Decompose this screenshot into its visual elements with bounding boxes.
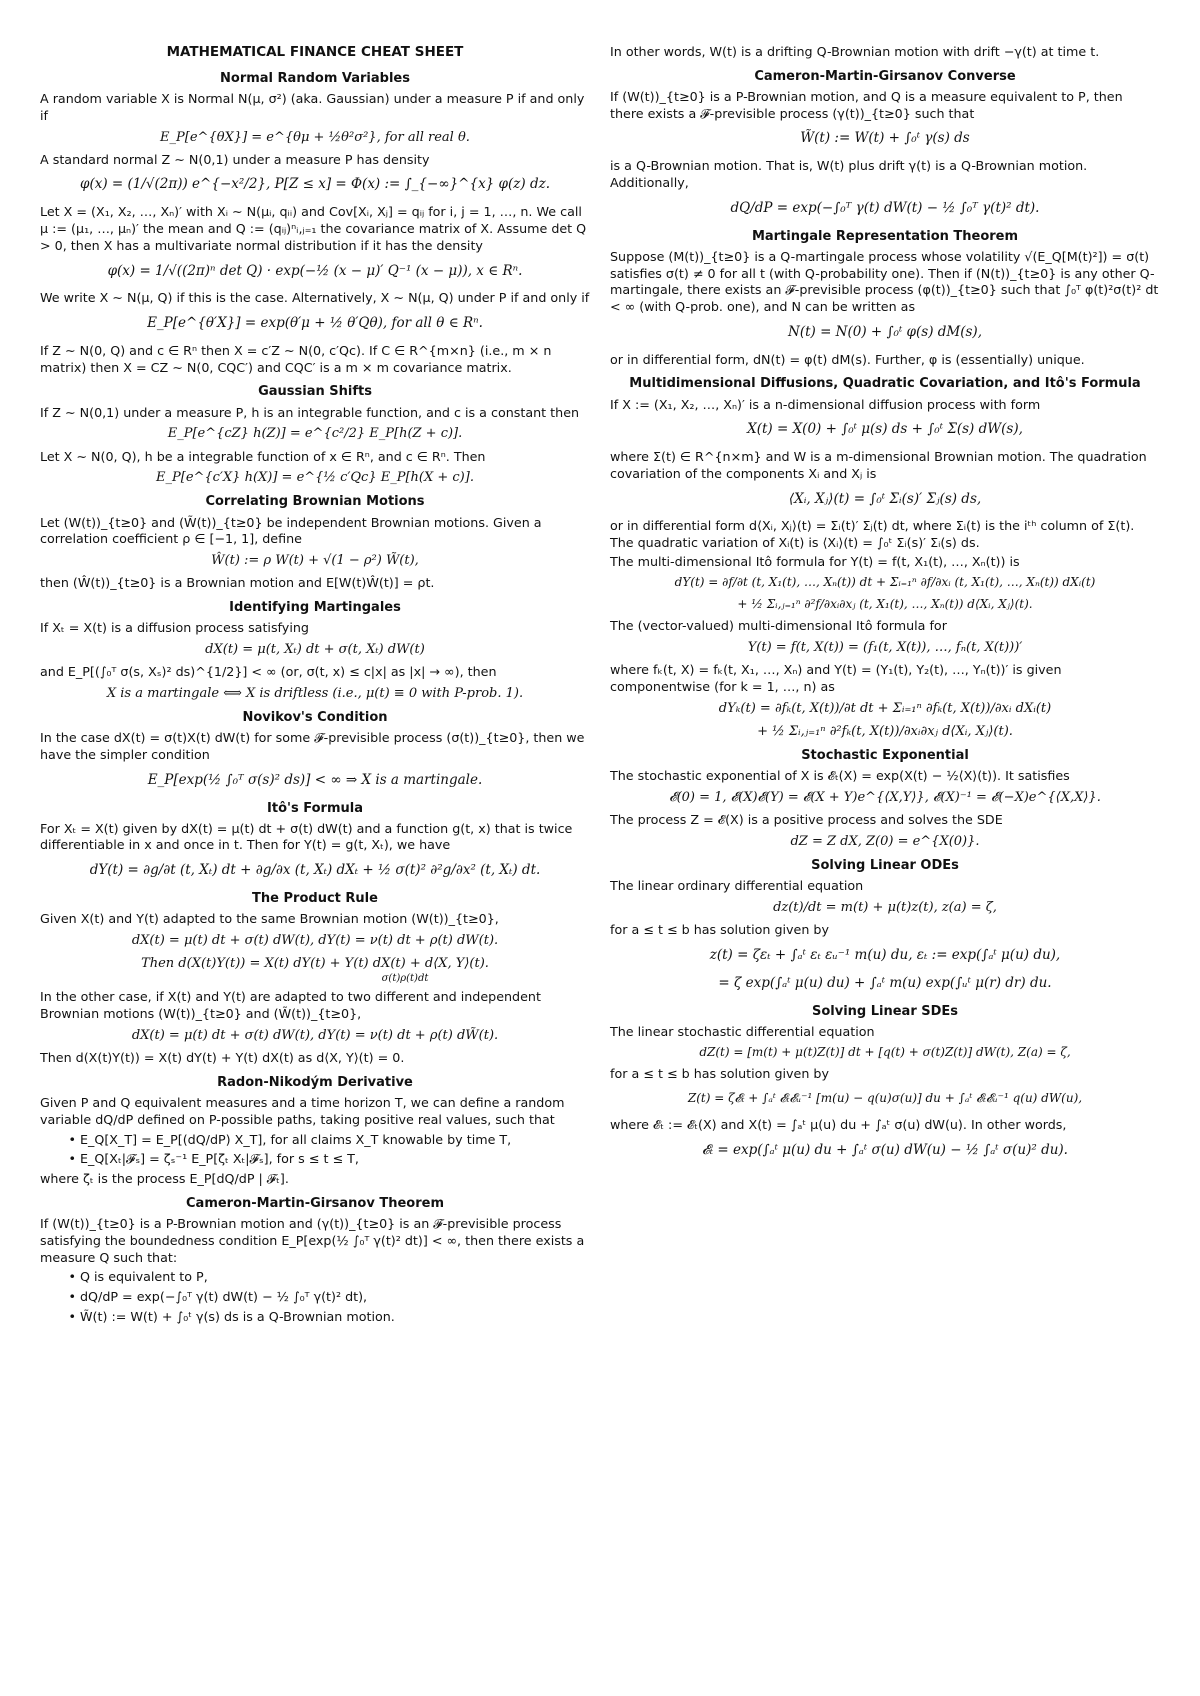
text-paragraph: Given P and Q equivalent measures and a time horizon T, we can define a random variable dQ/dP defined on P-possible paths, taking positive real values, such that	[40, 1095, 565, 1127]
equation: Then d(X(t)Y(t)) = X(t) dY(t) + Y(t) dX(t) + d⟨X, Y⟩(t).	[141, 956, 489, 972]
heading-stochastic-exponential: Stochastic Exponential	[801, 748, 969, 764]
heading-solving-linear-sdes: Solving Linear SDEs	[811, 1003, 959, 1019]
text-paragraph: The process Z = 𝓔(X) is a positive process and solves the SDE	[610, 812, 1003, 828]
document-title: MATHEMATICAL FINANCE CHEAT SHEET	[166, 44, 464, 60]
equation: dY(t) = ∂f/∂t (t, X₁(t), …, Xₙ(t)) dt + Σᵢ₌₁ⁿ ∂f/∂xᵢ (t, X₁(t), …, Xₙ(t)) dXᵢ(t)	[674, 574, 1096, 589]
text-paragraph: If Z ∼ N(0, Q) and c ∈ Rⁿ then X = c′Z ∼ N(0, c′Qc). If C ∈ R^{m×n} (i.e., m × n matrix) then X = CZ ∼ N(0, CQC′) and CQC′ is a m × m covariance matrix.	[40, 342, 552, 375]
equation: dY(t) = ∂g/∂t (t, Xₜ) dt + ∂g/∂x (t, Xₜ) dXₜ + ½ σ(t)² ∂²g/∂x² (t, Xₜ) dt.	[89, 862, 541, 879]
equation: E_P[e^{c′X} h(X)] = e^{½ c′Qc} E_P[h(X + c)].	[156, 470, 474, 486]
list-item: • E_Q[Xₜ|𝓕ₛ] = ζₛ⁻¹ E_P[ζₜ Xₜ|𝓕ₛ], for s ≤ t ≤ T,	[80, 1151, 590, 1168]
equation: + ½ Σᵢ,ⱼ₌₁ⁿ ∂²fₖ(t, X(t))/∂xᵢ∂xⱼ d⟨Xᵢ, Xⱼ⟩(t).	[757, 724, 1013, 740]
text-paragraph: If X := (X₁, X₂, …, Xₙ)′ is a n-dimensional diffusion process with form	[610, 396, 1041, 412]
text-paragraph: For Xₜ = X(t) given by dX(t) = μ(t) dt + σ(t) dW(t) and a function g(t, x) that is twice differentiable in x and once in t. Then for Y(t) = g(t, Xₜ), we have	[40, 820, 573, 853]
equation: 𝓔(0) = 1, 𝓔(X)𝓔(Y) = 𝓔(X + Y)e^{⟨X,Y⟩}, 𝓔(X)⁻¹ = 𝓔(−X)e^{⟨X,X⟩}.	[669, 790, 1101, 806]
heading-product-rule: The Product Rule	[252, 891, 378, 907]
text-paragraph: In the other case, if X(t) and Y(t) are adapted to two different and independent Brownian motions (W(t))_{t≥0} and (W̃(t))_{t≥0},	[40, 989, 541, 1022]
bullet-list	[40, 1269, 590, 1325]
text-paragraph: If Z ∼ N(0,1) under a measure P, h is an integrable function, and c is a constant then	[40, 404, 580, 420]
equation: E_P[exp(½ ∫₀ᵀ σ(s)² ds)] < ∞ ⇒ X is a martingale.	[147, 771, 483, 788]
bullet-list	[40, 1132, 590, 1169]
equation: N(t) = N(0) + ∫₀ᵗ φ(s) dM(s),	[788, 323, 982, 340]
text-paragraph: where fₖ(t, X) = fₖ(t, X₁, …, Xₙ) and Y(t) = (Y₁(t), Y₂(t), …, Yₙ(t))′ is given componentwise (for k = 1, …, n) as	[610, 662, 1062, 695]
equation: φ(x) = 1/√((2π)ⁿ det Q) · exp(−½ (x − μ)′ Q⁻¹ (x − μ)), x ∈ Rⁿ.	[107, 262, 523, 279]
text-paragraph: We write X ∼ N(μ, Q) if this is the case. Alternatively, X ∼ N(μ, Q) under P if and only if	[40, 290, 590, 306]
heading-cmg-theorem: Cameron-Martin-Girsanov Theorem	[186, 1195, 444, 1211]
text-paragraph: for a ≤ t ≤ b has solution given by	[610, 922, 829, 938]
equation: dz(t)/dt = m(t) + μ(t)z(t), z(a) = ζ,	[773, 900, 997, 916]
text-paragraph: Let X ∼ N(0, Q), h be a integrable function of x ∈ Rⁿ, and c ∈ Rⁿ. Then	[40, 448, 486, 464]
text-paragraph: Let X = (X₁, X₂, …, Xₙ)′ with Xᵢ ∼ N(μᵢ, qᵢᵢ) and Cov[Xᵢ, Xⱼ] = qᵢⱼ for i, j = 1, …, n. We call μ := (μ₁, …, μₙ)′ the mean and Q := (qᵢⱼ)ⁿᵢ,ⱼ₌₁ the covariance matrix of X. Assume det Q > 0, then X has a multivariate normal distribution if it has the density	[40, 204, 587, 253]
equation: dZ(t) = [m(t) + μ(t)Z(t)] dt + [q(t) + σ(t)Z(t)] dW(t), Z(a) = ζ,	[699, 1044, 1071, 1059]
heading-cmg-converse: Cameron-Martin-Girsanov Converse	[754, 68, 1016, 84]
text-paragraph: If (W(t))_{t≥0} is a P-Brownian motion, and Q is a measure equivalent to P, then there exists a 𝓕-previsible process (γ(t))_{t≥0} such that	[610, 88, 1123, 121]
equation: dQ/dP = exp(−∫₀ᵀ γ(t) dW(t) − ½ ∫₀ᵀ γ(t)² dt).	[730, 199, 1040, 216]
text-paragraph: where Σ(t) ∈ R^{n×m} and W is a m-dimensional Brownian motion. The quadration covariation of the components Xᵢ and Xⱼ is	[610, 449, 1147, 481]
heading-radon-nikodym: Radon-Nikodým Derivative	[217, 1074, 413, 1090]
equation: 𝓔ₜ = exp(∫ₐᵗ μ(u) du + ∫ₐᵗ σ(u) dW(u) − ½ ∫ₐᵗ σ(u)² du).	[702, 1141, 1068, 1158]
text-paragraph: If (W(t))_{t≥0} is a P-Brownian motion and (γ(t))_{t≥0} is an 𝓕-previsible process satisfying the boundedness condition E_P[exp(½ ∫₀ᵀ γ(t)² dt)] < ∞, then there exists a measure Q such that:	[40, 1216, 585, 1265]
list-item: • E_Q[X_T] = E_P[(dQ/dP) X_T], for all claims X_T knowable by time T,	[80, 1132, 590, 1149]
text-paragraph: A random variable X is Normal N(μ, σ²) (aka. Gaussian) under a measure P if and only if	[40, 90, 585, 123]
text-paragraph: where 𝓔ₜ := 𝓔ₜ(X) and X(t) = ∫ₐᵗ μ(u) du + ∫ₐᵗ σ(u) dW(u). In other words,	[610, 1117, 1067, 1133]
text-paragraph: where ζₜ is the process E_P[dQ/dP | 𝓕ₜ].	[40, 1171, 289, 1187]
heading-correlating-brownian-motions: Correlating Brownian Motions	[205, 494, 425, 510]
equation: dYₖ(t) = ∂fₖ(t, X(t))/∂t dt + Σᵢ₌₁ⁿ ∂fₖ(t, X(t))/∂xᵢ dXᵢ(t)	[718, 700, 1052, 716]
equation: E_P[e^{θX}] = e^{θμ + ½θ²σ²}, for all real θ.	[160, 129, 470, 145]
text-paragraph: and E_P[(∫₀ᵀ σ(s, Xₛ)² ds)^{1/2}] < ∞ (or, σ(t, x) ≤ c|x| as |x| → ∞), then	[40, 664, 497, 680]
heading-novikovs-condition: Novikov's Condition	[242, 710, 388, 726]
equation: dX(t) = μ(t, Xₜ) dt + σ(t, Xₜ) dW(t)	[205, 641, 425, 657]
text-paragraph: In other words, W(t) is a drifting Q-Brownian motion with drift −γ(t) at time t.	[610, 44, 1100, 59]
equation: ⟨Xᵢ, Xⱼ⟩(t) = ∫₀ᵗ Σᵢ(s)′ Σⱼ(s) ds,	[788, 490, 982, 507]
list-item: • dQ/dP = exp(−∫₀ᵀ γ(t) dW(t) − ½ ∫₀ᵀ γ(t)² dt),	[80, 1289, 590, 1306]
text-paragraph: In the case dX(t) = σ(t)X(t) dW(t) for some 𝓕-previsible process (σ(t))_{t≥0}, then we have the simpler condition	[40, 730, 585, 762]
text-paragraph: or in differential form d⟨Xᵢ, Xⱼ⟩(t) = Σᵢ(t)′ Σⱼ(t) dt, where Σᵢ(t) is the iᵗʰ column of Σ(t). The quadratic variation of Xᵢ(t) is ⟨Xᵢ⟩(t) = ∫₀ᵗ Σᵢ(s)′ Σᵢ(s) ds.	[610, 518, 1135, 551]
text-paragraph: Let (W(t))_{t≥0} and (W̃(t))_{t≥0} be independent Brownian motions. Given a correlation coefficient ρ ∈ [−1, 1], define	[40, 514, 542, 547]
left-column	[40, 44, 590, 1676]
heading-martingale-representation: Martingale Representation Theorem	[751, 228, 1019, 244]
text-paragraph: The linear stochastic differential equation	[610, 1023, 875, 1039]
text-paragraph: is a Q-Brownian motion. That is, W(t) plus drift γ(t) is a Q-Brownian motion. Additionally,	[610, 158, 1088, 191]
heading-multidimensional-diffusions: Multidimensional Diffusions, Quadratic Covariation, and Itô's Formula	[629, 376, 1141, 392]
equation: φ(x) = (1/√(2π)) e^{−x²/2}, P[Z ≤ x] = Φ(x) := ∫_{−∞}^{x} φ(z) dz.	[80, 176, 550, 193]
equation: z(t) = ζεₜ + ∫ₐᵗ εₜ εᵤ⁻¹ m(u) du, εₜ := exp(∫ₐᵗ μ(u) du),	[709, 947, 1061, 964]
text-paragraph: A standard normal Z ∼ N(0,1) under a measure P has density	[40, 151, 430, 167]
underbrace-label: σ(t)ρ(t)dt	[381, 973, 429, 985]
equation: X(t) = X(0) + ∫₀ᵗ μ(s) ds + ∫₀ᵗ Σ(s) dW(s),	[747, 421, 1023, 438]
text-paragraph: Given X(t) and Y(t) adapted to the same Brownian motion (W(t))_{t≥0},	[40, 911, 499, 927]
list-item: • W̃(t) := W(t) + ∫₀ᵗ γ(s) ds is a Q-Brownian motion.	[80, 1309, 590, 1326]
equation: dX(t) = μ(t) dt + σ(t) dW(t), dY(t) = ν(t) dt + ρ(t) dW̃(t).	[131, 1028, 499, 1044]
text-paragraph: The multi-dimensional Itô formula for Y(t) = f(t, X₁(t), …, Xₙ(t)) is	[610, 554, 1020, 570]
heading-solving-linear-odes: Solving Linear ODEs	[811, 858, 959, 874]
equation: + ½ Σᵢ,ⱼ₌₁ⁿ ∂²f/∂xᵢ∂xⱼ (t, X₁(t), …, Xₙ(t)) d⟨Xᵢ, Xⱼ⟩(t).	[737, 596, 1033, 611]
text-paragraph: or in differential form, dN(t) = φ(t) dM(s). Further, φ is (essentially) unique.	[610, 351, 1085, 367]
text-paragraph: The linear ordinary differential equation	[610, 878, 864, 894]
heading-gaussian-shifts: Gaussian Shifts	[258, 384, 372, 400]
equation: dX(t) = μ(t) dt + σ(t) dW(t), dY(t) = ν(t) dt + ρ(t) dW(t).	[131, 932, 499, 948]
right-column	[610, 44, 1160, 1676]
equation: W̃(t) := W(t) + ∫₀ᵗ γ(s) ds	[800, 130, 970, 147]
heading-normal-random-variables: Normal Random Variables	[220, 70, 410, 86]
equation: Ŵ(t) := ρ W(t) + √(1 − ρ²) W̃(t),	[211, 553, 419, 569]
equation: E_P[e^{θ′X}] = exp(θ′μ + ½ θ′Qθ), for all θ ∈ Rⁿ.	[147, 315, 483, 332]
equation: Z(t) = ζ𝓔ₜ + ∫ₐᵗ 𝓔ₜ𝓔ᵤ⁻¹ [m(u) − q(u)σ(u)] du + ∫ₐᵗ 𝓔ₜ𝓔ᵤ⁻¹ q(u) dW(u),	[687, 1091, 1083, 1106]
text-paragraph: The (vector-valued) multi-dimensional Itô formula for	[610, 618, 947, 634]
equation: dZ = Z dX, Z(0) = e^{X(0)}.	[790, 834, 980, 850]
text-paragraph: then (Ŵ(t))_{t≥0} is a Brownian motion and E[W(t)Ŵ(t)] = ρt.	[40, 575, 435, 591]
equation: = ζ exp(∫ₐᵗ μ(u) du) + ∫ₐᵗ m(u) exp(∫ᵤᵗ μ(r) dr) du.	[718, 974, 1052, 991]
text-paragraph: Then d(X(t)Y(t)) = X(t) dY(t) + Y(t) dX(t) as d⟨X, Y⟩(t) = 0.	[40, 1050, 405, 1066]
text-paragraph: If Xₜ = X(t) is a diffusion process satisfying	[40, 620, 309, 636]
text-paragraph: Suppose (M(t))_{t≥0} is a Q-martingale process whose volatility √(E_Q[M(t)²]) = σ(t) satisfies σ(t) ≠ 0 for all t (with Q-probability one). Then if (N(t))_{t≥0} is any other Q-martingale, there exists an 𝓕-previsible process (φ(t))_{t≥0} such that ∫₀ᵀ φ(t)²σ(t)² dt < ∞ (with Q-prob. one), and N can be written as	[610, 248, 1159, 315]
heading-itos-formula: Itô's Formula	[267, 800, 363, 816]
heading-identifying-martingales: Identifying Martingales	[229, 600, 401, 616]
text-paragraph: The stochastic exponential of X is 𝓔ₜ(X) = exp(X(t) − ½⟨X⟩(t)). It satisfies	[610, 768, 1070, 784]
text-paragraph: for a ≤ t ≤ b has solution given by	[610, 1066, 829, 1082]
equation: X is a martingale ⟺ X is driftless (i.e., μ(t) ≡ 0 with P-prob. 1).	[106, 685, 524, 701]
equation: E_P[e^{cZ} h(Z)] = e^{c²/2} E_P[h(Z + c)].	[167, 426, 463, 442]
list-item: • Q is equivalent to P,	[80, 1269, 590, 1286]
equation: Y(t) = f(t, X(t)) = (f₁(t, X(t)), …, fₙ(t, X(t)))′	[747, 640, 1023, 656]
